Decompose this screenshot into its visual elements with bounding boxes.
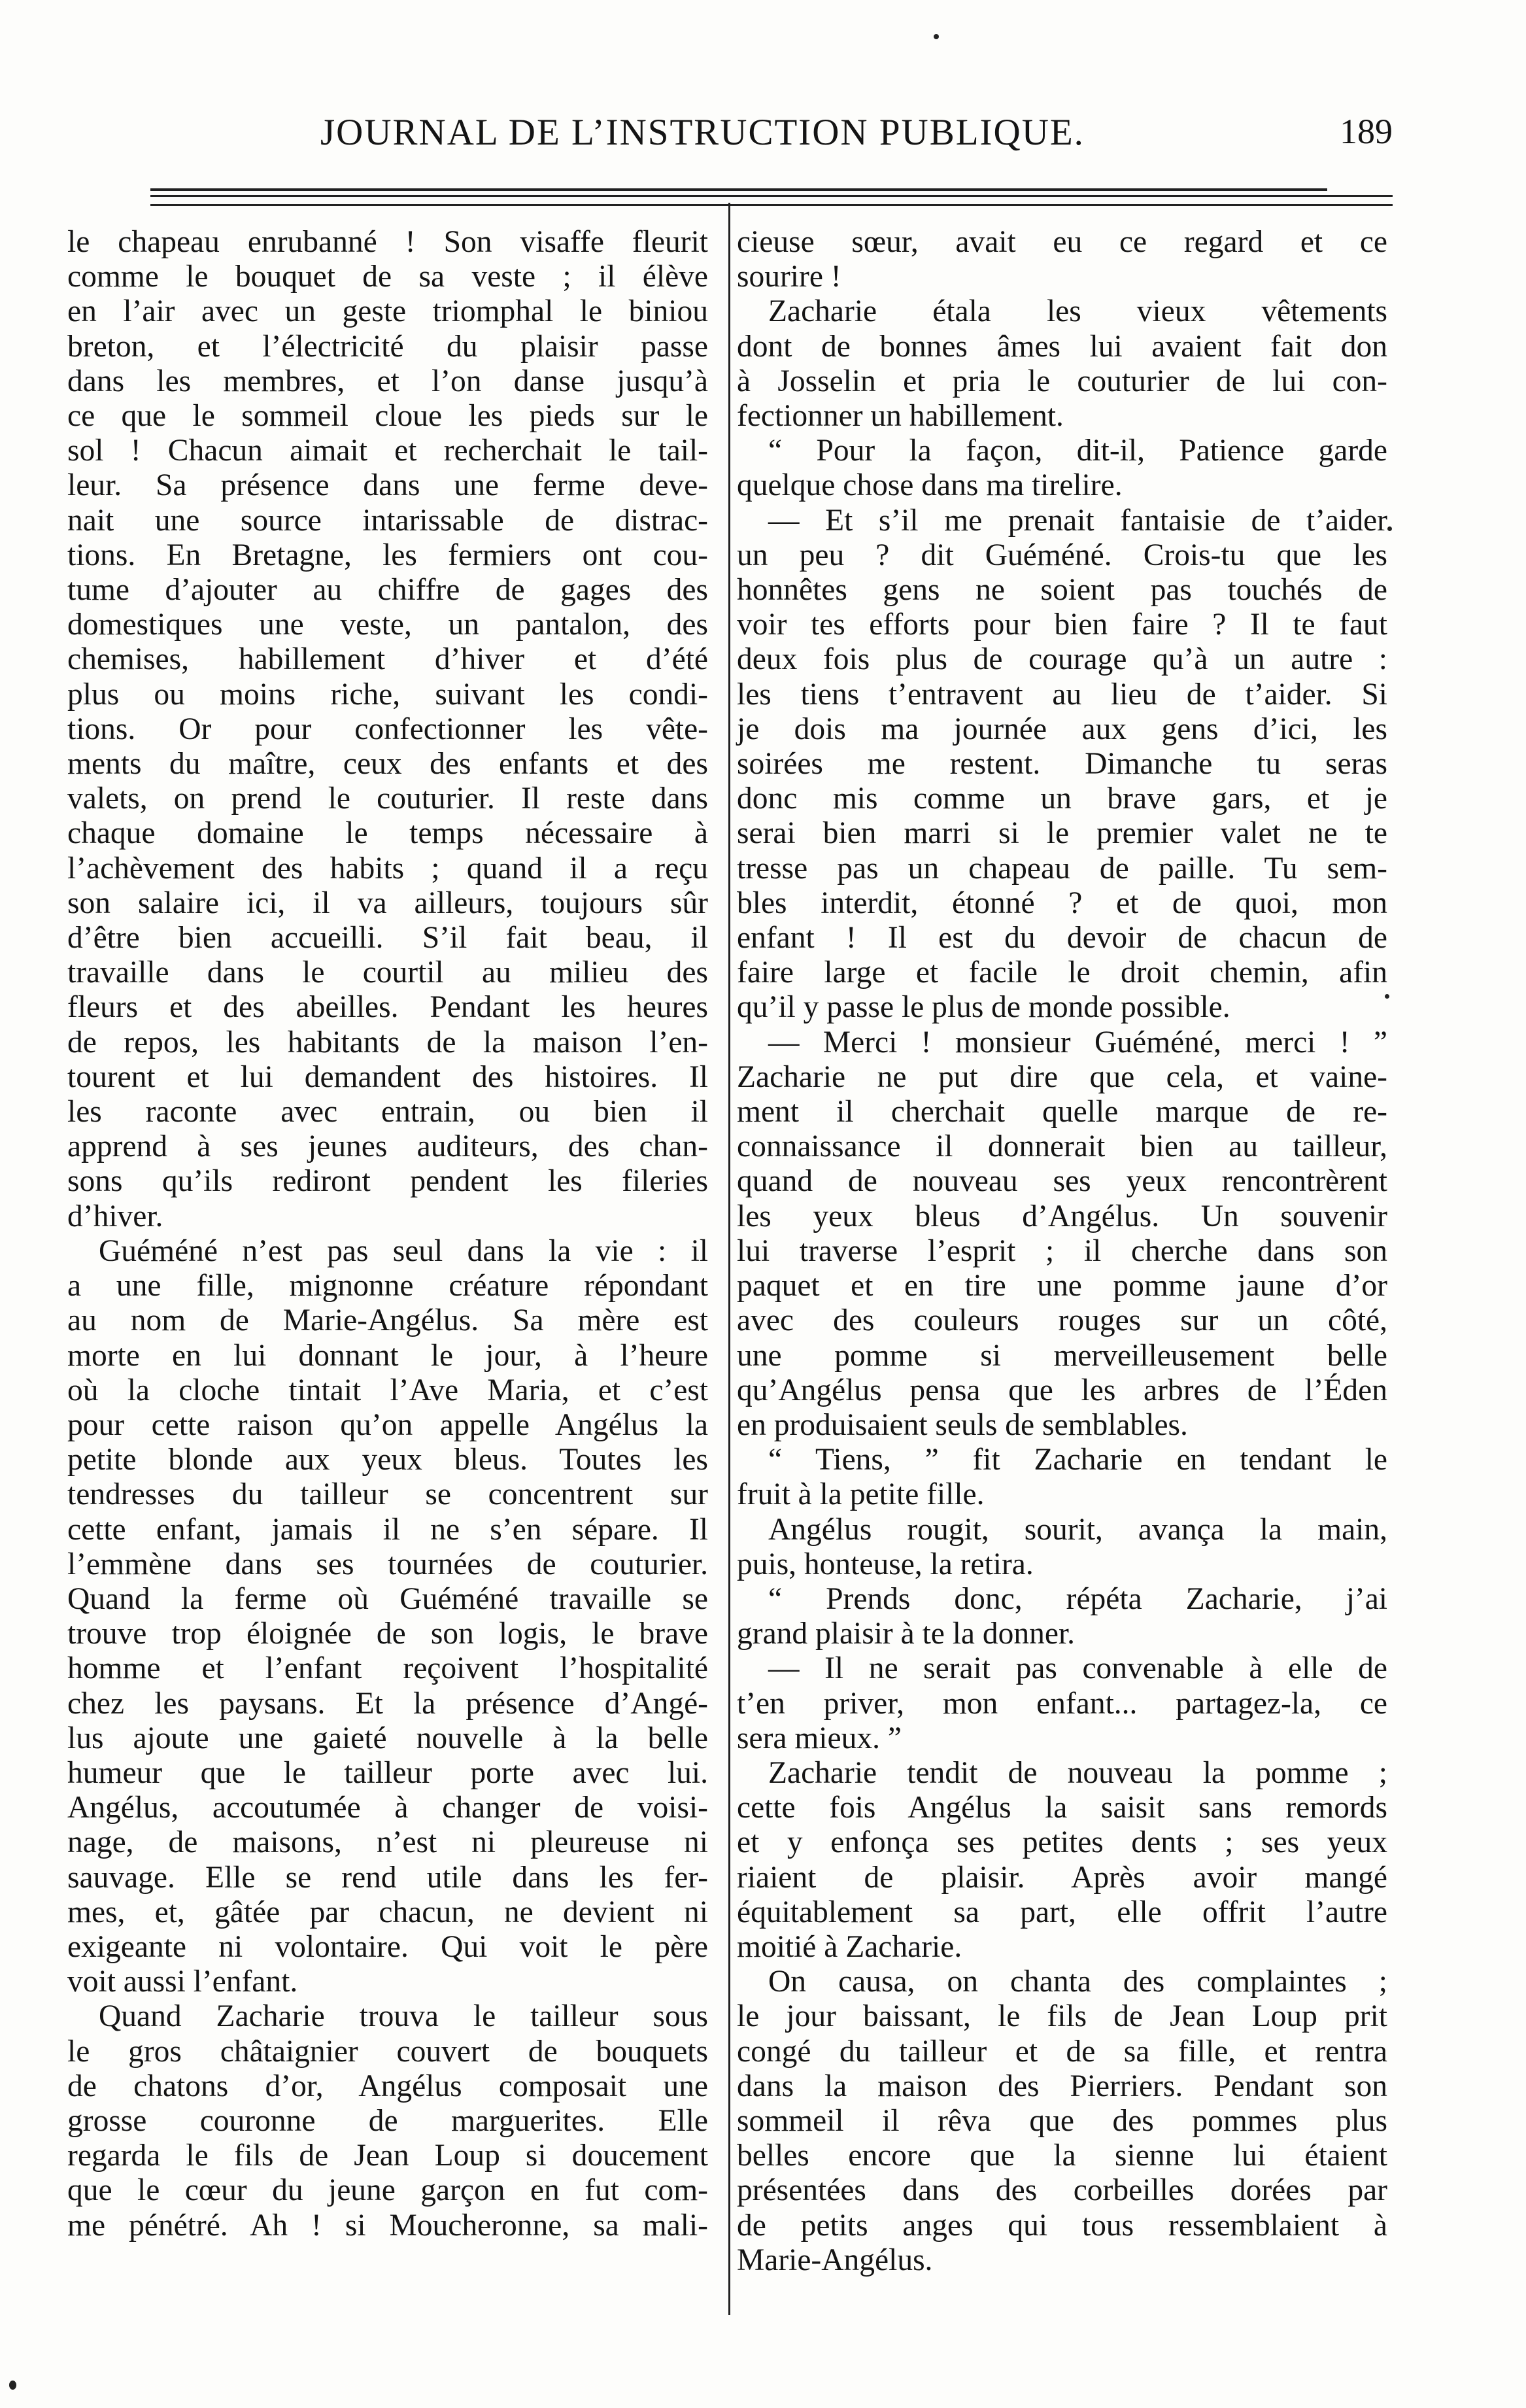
text-line: belles encore que la sienne lui étaient xyxy=(737,2139,1387,2173)
text-line: d’hiver. xyxy=(67,1199,163,1233)
text-line: une pomme si merveilleusement belle xyxy=(737,1338,1387,1373)
text-line: équitablement sa part, elle offrit l’autre xyxy=(737,1895,1387,1929)
text-line: Zacharie étala les vieux vêtements xyxy=(768,294,1387,329)
page-header xyxy=(150,111,1393,170)
text-line: en l’air avec un geste triomphal le biniou xyxy=(67,294,708,329)
text-line: Guéméné n’est pas seul dans la vie : il xyxy=(99,1233,708,1268)
text-line: et y enfonça ses petites dents ; ses yeux xyxy=(737,1825,1387,1860)
text-line: Angélus rougit, sourit, avança la main, xyxy=(768,1512,1387,1547)
text-line: bles interdit, étonné ? et de quoi, mon xyxy=(737,886,1387,920)
text-line: plus ou moins riche, suivant les condi- xyxy=(67,677,708,712)
text-line: soirées me restent. Dimanche tu seras xyxy=(737,747,1387,782)
text-line: — Merci ! monsieur Guéméné, merci ! ” xyxy=(768,1025,1387,1059)
text-line: exigeante ni volontaire. Qui voit le père xyxy=(67,1929,708,1964)
text-line: Marie-Angélus. xyxy=(737,2243,933,2277)
text-line: breton, et l’électricité du plaisir passe xyxy=(67,329,708,364)
text-line: que le cœur du jeune garçon en fut com- xyxy=(67,2173,708,2208)
text-line: cieuse sœur, avait eu ce regard et ce xyxy=(737,225,1387,259)
text-line: congé du tailleur et de sa fille, et rentra xyxy=(737,2034,1387,2069)
text-line: quand de nouveau ses yeux rencontrèrent xyxy=(737,1164,1387,1199)
text-line: l’achèvement des habits ; quand il a reçu xyxy=(67,851,708,886)
text-line: le chapeau enrubanné ! Son visaffe fleurit xyxy=(67,225,708,259)
text-line: ments du maître, ceux des enfants et des xyxy=(67,747,708,782)
running-title: JOURNAL DE L’INSTRUCTION PUBLIQUE. xyxy=(320,112,1085,153)
text-line: tions. En Bretagne, les fermiers ont cou- xyxy=(67,538,708,572)
text-line: grosse couronne de marguerites. Elle xyxy=(67,2103,708,2138)
left-column xyxy=(67,225,708,2243)
text-line: le gros châtaignier couvert de bouquets xyxy=(67,2034,708,2069)
text-line: trouve trop éloignée de son logis, le brave xyxy=(67,1617,708,1651)
text-line: faire large et facile le droit chemin, afin xyxy=(737,955,1387,990)
text-line: tions. Or pour confectionner les vête- xyxy=(67,712,708,746)
text-line: puis, honteuse, la retira. xyxy=(737,1547,1034,1581)
text-line: quelque chose dans ma tirelire. xyxy=(737,468,1123,503)
right-column xyxy=(737,225,1387,2278)
text-line: On causa, on chanta des complaintes ; xyxy=(768,1965,1387,1999)
column-divider xyxy=(728,203,730,2315)
text-line: voit aussi l’enfant. xyxy=(67,1965,298,1999)
text-line: fectionner un habillement. xyxy=(737,399,1064,434)
text-line: cette fois Angélus la saisit sans remords xyxy=(737,1791,1387,1825)
print-speck xyxy=(934,34,939,39)
text-line: — Il ne serait pas convenable à elle de xyxy=(768,1651,1387,1686)
text-line: sommeil il rêva que des pommes plus xyxy=(737,2103,1387,2138)
text-line: chez les paysans. Et la présence d’Angé- xyxy=(67,1686,708,1721)
text-line: chaque domaine le temps nécessaire à xyxy=(67,816,708,851)
text-line: fruit à la petite fille. xyxy=(737,1477,985,1512)
text-line: connaissance il donnerait bien au tailleur, xyxy=(737,1129,1387,1164)
text-line: sera mieux. ” xyxy=(737,1721,902,1755)
text-line: paquet et en tire une pomme jaune d’or xyxy=(737,1269,1387,1303)
text-line: les raconte avec entrain, ou bien il xyxy=(67,1095,708,1129)
text-line: le jour baissant, le fils de Jean Loup prit xyxy=(737,1999,1387,2034)
text-line: un peu ? dit Guéméné. Crois-tu que les xyxy=(737,538,1387,572)
text-line: voir tes efforts pour bien faire ? Il te faut xyxy=(737,608,1387,642)
text-line: sol ! Chacun aimait et recherchait le tail- xyxy=(67,434,708,468)
text-line: sons qu’ils rediront pendent les fileries xyxy=(67,1164,708,1199)
text-line: enfant ! Il est du devoir de chacun de xyxy=(737,921,1387,955)
text-line: son salaire ici, il va ailleurs, toujours sûr xyxy=(67,886,708,920)
text-line: fleurs et des abeilles. Pendant les heures xyxy=(67,990,708,1025)
text-line: morte en lui donnant le jour, à l’heure xyxy=(67,1338,708,1373)
text-line: ment il cherchait quelle marque de re- xyxy=(737,1095,1387,1129)
text-line: homme et l’enfant reçoivent l’hospitalité xyxy=(67,1651,708,1686)
text-line: cette enfant, jamais il ne s’en sépare. Il xyxy=(67,1512,708,1547)
text-line: tume d’ajouter au chiffre de gages des xyxy=(67,573,708,608)
text-line: riaient de plaisir. Après avoir mangé xyxy=(737,1860,1387,1895)
text-line: “ Pour la façon, dit-il, Patience garde xyxy=(768,434,1387,468)
print-speck xyxy=(1385,994,1389,999)
text-line: leur. Sa présence dans une ferme deve- xyxy=(67,468,708,503)
text-line: tendresses du tailleur se concentrent sur xyxy=(67,1477,708,1512)
text-line: — Et s’il me prenait fantaisie de t’aider xyxy=(768,503,1387,538)
text-line: honnêtes gens ne soient pas touchés de xyxy=(737,573,1387,608)
text-line: petite blonde aux yeux bleus. Toutes les xyxy=(67,1443,708,1477)
text-line: avec des couleurs rouges sur un côté, xyxy=(737,1303,1387,1338)
text-line: les yeux bleus d’Angélus. Un souvenir xyxy=(737,1199,1387,1233)
text-line: lui traverse l’esprit ; il cherche dans son xyxy=(737,1233,1387,1268)
text-line: travaille dans le courtil au milieu des xyxy=(67,955,708,990)
text-line: à Josselin et pria le couturier de lui con- xyxy=(737,364,1387,398)
text-line: Angélus, accoutumée à changer de voisi- xyxy=(67,1791,708,1825)
text-line: de chatons d’or, Angélus composait une xyxy=(67,2069,708,2103)
text-line: tresse pas un chapeau de paille. Tu sem- xyxy=(737,851,1387,886)
text-line: nage, de maisons, n’est ni pleureuse ni xyxy=(67,1825,708,1860)
header-rule xyxy=(150,195,1393,197)
print-speck xyxy=(9,2381,16,2390)
text-line: valets, on prend le couturier. Il reste dans xyxy=(67,782,708,816)
text-line: grand plaisir à te la donner. xyxy=(737,1617,1076,1651)
header-rule xyxy=(150,188,1327,191)
text-line: sauvage. Elle se rend utile dans les fer- xyxy=(67,1860,708,1895)
text-line: Zacharie ne put dire que cela, et vaine- xyxy=(737,1059,1387,1094)
text-line: de repos, les habitants de la maison l’en- xyxy=(67,1025,708,1059)
text-line: donc mis comme un brave gars, et je xyxy=(737,782,1387,816)
text-line: ce que le sommeil cloue les pieds sur le xyxy=(67,399,708,434)
text-line: qu’Angélus pensa que les arbres de l’Éden xyxy=(737,1373,1387,1407)
text-line: t’en priver, mon enfant... partagez-la, ce xyxy=(737,1686,1387,1721)
text-line: domestiques une veste, un pantalon, des xyxy=(67,608,708,642)
text-line: “ Tiens, ” fit Zacharie en tendant le xyxy=(768,1443,1387,1477)
text-line: Quand la ferme où Guéméné travaille se xyxy=(67,1581,708,1616)
text-line: où la cloche tintait l’Ave Maria, et c’est xyxy=(67,1373,708,1407)
text-line: lus ajoute une gaieté nouvelle à la belle xyxy=(67,1721,708,1755)
text-line: me pénétré. Ah ! si Moucheronne, sa mali- xyxy=(67,2208,708,2243)
text-line: Zacharie tendit de nouveau la pomme ; xyxy=(768,1755,1387,1790)
text-line: sourire ! xyxy=(737,260,841,294)
text-line: dans les membres, et l’on danse jusqu’à xyxy=(67,364,708,398)
text-line: a une fille, mignonne créature répondant xyxy=(67,1269,708,1303)
text-line: les tiens t’entravent au lieu de t’aider. Si xyxy=(737,677,1387,712)
text-line: Quand Zacharie trouva le tailleur sous xyxy=(99,1999,708,2034)
text-line: “ Prends donc, répéta Zacharie, j’ai xyxy=(768,1581,1387,1616)
text-line: de petits anges qui tous ressemblaient à xyxy=(737,2208,1387,2243)
text-line: en produisaient seuls de semblables. xyxy=(737,1407,1188,1442)
text-line: tourent et lui demandent des histoires. Il xyxy=(67,1059,708,1094)
text-line: comme le bouquet de sa veste ; il élève xyxy=(67,260,708,294)
text-line: je dois ma journée aux gens d’ici, les xyxy=(737,712,1387,746)
text-line: pour cette raison qu’on appelle Angélus la xyxy=(67,1407,708,1442)
header-rule xyxy=(150,204,1393,206)
text-line: présentées dans des corbeilles dorées par xyxy=(737,2173,1387,2208)
page-number: 189 xyxy=(1340,112,1393,151)
print-speck xyxy=(1387,526,1392,531)
text-line: nait une source intarissable de distrac- xyxy=(67,503,708,538)
text-line: mes, et, gâtée par chacun, ne devient ni xyxy=(67,1895,708,1929)
text-line: dont de bonnes âmes lui avaient fait don xyxy=(737,329,1387,364)
text-line: d’être bien accueilli. S’il fait beau, il xyxy=(67,921,708,955)
text-line: au nom de Marie-Angélus. Sa mère est xyxy=(67,1303,708,1338)
text-line: humeur que le tailleur porte avec lui. xyxy=(67,1755,708,1790)
text-line: deux fois plus de courage qu’à un autre : xyxy=(737,642,1387,677)
text-line: apprend à ses jeunes auditeurs, des chan- xyxy=(67,1129,708,1164)
text-line: regarda le fils de Jean Loup si doucement xyxy=(67,2139,708,2173)
text-line: serai bien marri si le premier valet ne te xyxy=(737,816,1387,851)
text-line: qu’il y passe le plus de monde possible. xyxy=(737,990,1230,1025)
text-line: l’emmène dans ses tournées de couturier. xyxy=(67,1547,708,1581)
text-line: dans la maison des Pierriers. Pendant son xyxy=(737,2069,1387,2103)
text-line: chemises, habillement d’hiver et d’été xyxy=(67,642,708,677)
text-line: moitié à Zacharie. xyxy=(737,1929,962,1964)
